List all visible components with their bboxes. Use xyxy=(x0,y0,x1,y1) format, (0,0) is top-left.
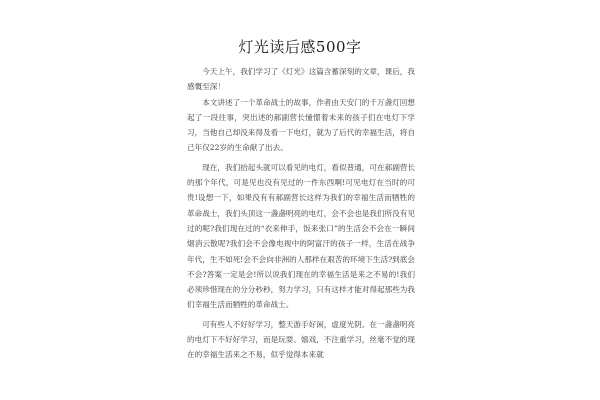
paragraph-4: 可有些人不好好学习，整天游手好闲，虚度光阴。在一盏盏明亮的电灯下不好好学习，而是玩耍、嬉戏，不注重学习，丝毫不觉的现在的幸福生活来之不易，似乎觉得本来就 xyxy=(187,319,415,360)
paragraph-1: 今天上午，我们学习了《灯光》这篇含蓄深刻的文章，课后，我感慨至深！ xyxy=(187,67,415,92)
document-title: 灯光读后感500字 xyxy=(238,38,362,56)
paragraph-2: 本文讲述了一个革命战士的故事，作者由天安门的千万盏灯回想起了一段往事，突出述的郝副营长憧憬着未来的孩子们在电灯下学习，当他自己却没来得及看一下电灯，就为了后代的幸福生活，将自己年仅22岁的生命献了出去。 xyxy=(187,97,415,153)
document-body xyxy=(187,64,415,363)
paragraph-3: 现在，我们抬起头就可以看见的电灯，看似普通，可在郝副营长的那个年代，可是见也没有见过的一件东西啊!可见电灯在当时的可贵!设想一下，如果没有有郝副营长这样为我们的幸福生活而牺牲的革命战士，我们头顶这一盏盏明亮的电灯，会不会也是我们所没有见过的呢?我们现在过的“衣来伸手，饭来张口”的生活会不会在一瞬间烟消云散呢?我们会不会像电视中的阿富汗的孩子一样，生活在战争年代，生不如死!会不会向非洲的人那样在艰苦的环境下生活?到底会不会?答案一定是会!所以说我们现在的幸福生活是来之不易的!我们必须珍惜现在的分分秒秒，努力学习，只有这样才能对得起那些为我们幸福生活而牺牲的革命战士。 xyxy=(187,162,415,310)
